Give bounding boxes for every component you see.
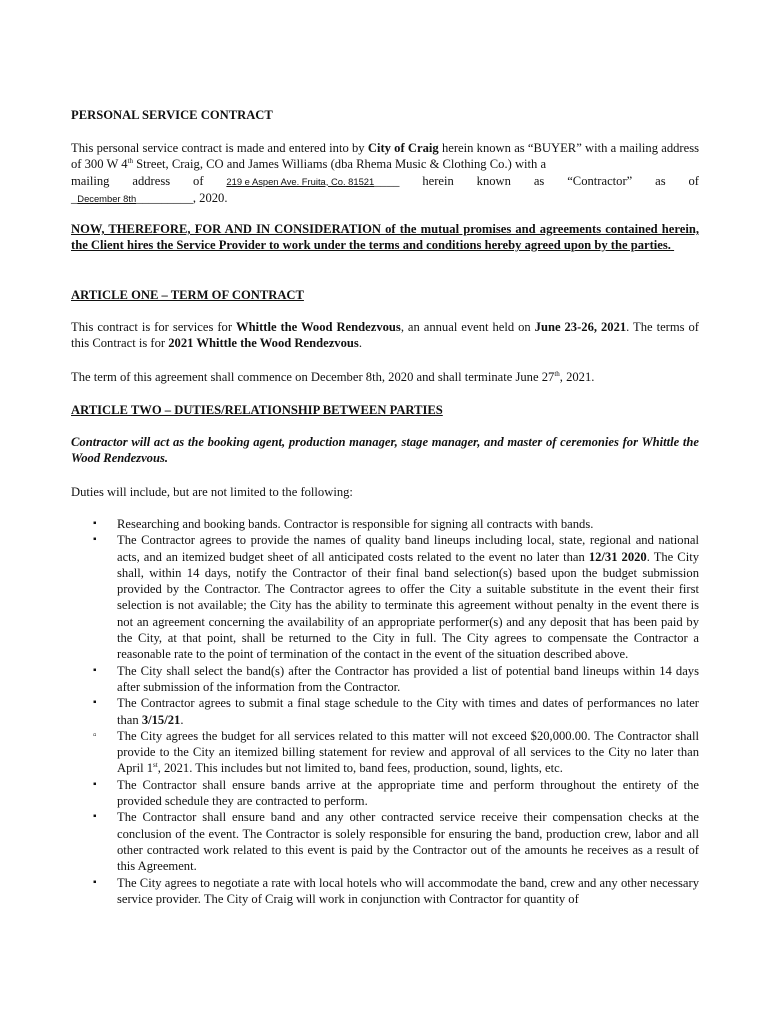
contractor-role: Contractor will act as the booking agent, production manager, stage manager, and master of ceremonies for Whittle the Wood Rendezvous. [71, 435, 699, 466]
bullet-icon: ▪ [93, 876, 97, 888]
event-dates: June 23-26, 2021 [534, 320, 627, 334]
list-item: ▪ The Contractor agrees to submit a final stage schedule to the City with times and dates of performances no later than 3/15/21. [93, 696, 699, 727]
article-one-heading: ARTICLE ONE – TERM OF CONTRACT [71, 288, 304, 302]
consideration-clause: NOW, THEREFORE, FOR AND IN CONSIDERATION of the mutual promises and agreements contained herein, the Client hires the Service Provider to work under the terms and conditions hereby agreed upon by the parties. [71, 222, 699, 253]
list-item: ▪ The Contractor shall ensure bands arrive at the appropriate time and perform throughout the entirety of the provided schedule they are contracted to perform. [93, 777, 699, 809]
intro-text: herein known as “BUYER” with a mailing address of 300 W 4 [71, 141, 700, 172]
mail-word: mailing [71, 173, 110, 188]
mailing-address-line [71, 173, 699, 190]
article-one-term: The term of this agreement shall commence on December 8th, 2020 and shall terminate June 27th, 2021. [71, 370, 595, 384]
bullet-icon: ▪ [93, 811, 97, 823]
mail-word: address [132, 173, 171, 188]
bullet-icon: ▪ [93, 664, 97, 676]
mail-word: as [655, 173, 666, 188]
mail-word: as [533, 173, 545, 188]
contract-date-line: _December 8th_________, 2020. [71, 190, 228, 205]
event-name: Whittle the Wood Rendezvous [235, 320, 401, 334]
intro-paragraph [71, 140, 699, 207]
bullet-icon: ▪ [93, 518, 97, 529]
article-two-heading: ARTICLE TWO – DUTIES/RELATIONSHIP BETWEEN PARTIES [71, 403, 443, 417]
article-one-services: This contract is for services for Whittle the Wood Rendezvous, an annual event held on June 23-26, 2021. The terms of this Contract is for 2021 Whittle the Wood Rendezvous. [71, 320, 699, 351]
contractor-address-field: 219 e Aspen Ave. Fruita, Co. 81521____ [226, 173, 400, 188]
bullet-icon: ▫ [93, 729, 97, 741]
mail-word: of [688, 173, 699, 188]
list-item: ▪ The Contractor agrees to provide the names of quality band lineups including local, state, regional and national acts, and an itemized budget sheet of all anticipated costs related to the event no later than 12/31 2020. The City shall, within 14 days, notify the Contractor of their final band selection(s) based upon the budget submission provided by the Contractor. The Contractor agrees to offer the City a suitable substitute in the event their first selection is not available; the City has the ability to terminate this agreement without penalty in the event there is not an agreement concerning the availability of an appropriate performer(s) and any deposit that has been paid by the City, at that point, shall be returned to the City in full. The City agrees to compensate the Contractor a reasonable rate to the point of termination of the contact in the event of the situation described above. [93, 533, 700, 662]
bullet-icon: ▪ [93, 534, 97, 546]
duties-intro: Duties will include, but are not limited to the following: [71, 485, 353, 499]
superscript: th [554, 370, 560, 378]
superscript: th [127, 157, 134, 166]
mail-word: herein [422, 173, 454, 188]
mail-word: known [476, 173, 511, 188]
mail-word: “Contractor” [567, 173, 633, 188]
list-item: ▫ The City agrees the budget for all services related to this matter will not exceed $20,000.00. The Contractor shall provide to the City an itemized billing statement for review and approval of all services to the City no later than April 1st, 2021. This includes but not limited to, band fees, production, sound, lights, etc. [93, 728, 699, 776]
superscript: st [153, 761, 158, 770]
list-item: ▪ Researching and booking bands. Contractor is responsible for signing all contracts with bands. [93, 517, 594, 531]
bullet-icon: ▪ [93, 778, 97, 790]
list-item: ▪ The Contractor shall ensure band and any other contracted service receive their compensation checks at the conclusion of the event. The Contractor is solely responsible for ensuring the band, production crew, labor and all other contracted work related to this event is paid by the Contractor out of the amounts he receives as a result of this Agreement. [93, 810, 699, 874]
mail-word: of [193, 173, 204, 188]
contract-term: 2021 Whittle the Wood Rendezvous [168, 336, 359, 351]
intro-text: This personal service contract is made and entered into by [71, 141, 368, 155]
intro-line-1-2 [71, 140, 699, 173]
duties-list [71, 516, 699, 907]
contract-date-field: December 8th [77, 192, 137, 204]
contract-title: PERSONAL SERVICE CONTRACT [71, 108, 273, 122]
list-item: ▪ The City agrees to negotiate a rate with local hotels who will accommodate the band, crew and any other necessary service provider. The City of Craig will work in conjunction with Contractor for quantity of [93, 875, 699, 906]
buyer-name: City of Craig [367, 141, 439, 155]
intro-text: Street, Craig, CO and James Williams (dba Rhema Music & Clothing Co.) with a [133, 157, 547, 172]
bullet-icon: ▪ [93, 697, 97, 709]
list-item: ▪ The City shall select the band(s) after the Contractor has provided a list of potential band lineups within 14 days after submission of the information from the Contractor. [93, 663, 699, 694]
